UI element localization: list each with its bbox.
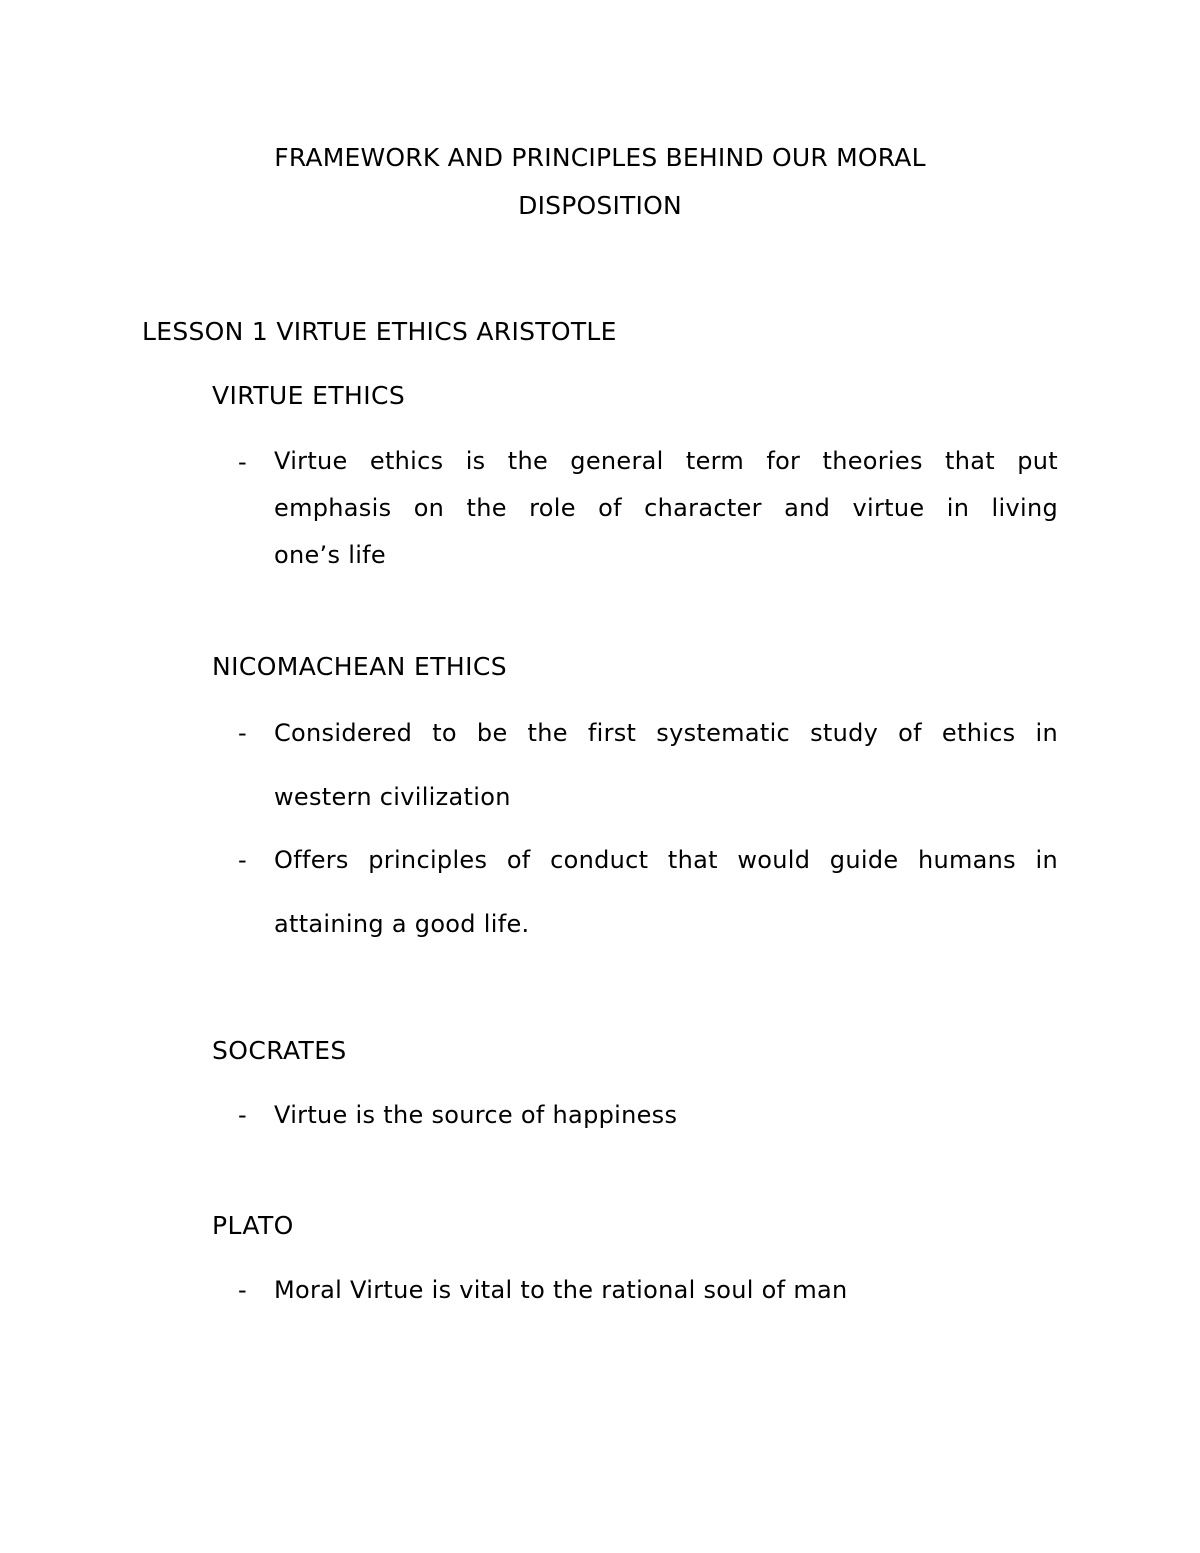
list-item-line: attaining a good life. xyxy=(274,910,530,938)
list-item-line: Offers principles of conduct that would guide humans in xyxy=(274,846,1058,874)
bullet-marker: - xyxy=(238,448,247,476)
section-heading-virtue-ethics: VIRTUE ETHICS xyxy=(212,381,406,410)
list-item-line: Virtue is the source of happiness xyxy=(274,1101,678,1129)
bullet-marker: - xyxy=(238,1101,247,1129)
bullet-marker: - xyxy=(238,1276,247,1304)
list-item-line: one’s life xyxy=(274,541,386,569)
lesson-title: LESSON 1 VIRTUE ETHICS ARISTOTLE xyxy=(142,317,617,346)
list-item-line: Moral Virtue is vital to the rational soul of man xyxy=(274,1276,848,1304)
list-item-virtue-ethics-definition xyxy=(274,438,1058,579)
section-heading-socrates: SOCRATES xyxy=(212,1036,347,1065)
list-item-line: Considered to be the first systematic study of ethics in xyxy=(274,719,1058,747)
list-item-line: Virtue ethics is the general term for theories that put xyxy=(274,447,1058,475)
list-item-principles-of-conduct xyxy=(274,828,1058,956)
document-title-line-1: FRAMEWORK AND PRINCIPLES BEHIND OUR MORAL xyxy=(274,143,926,172)
document-title xyxy=(0,134,1200,230)
list-item-line: emphasis on the role of character and virtue in living xyxy=(274,494,1058,522)
bullet-marker: - xyxy=(238,719,247,747)
section-heading-plato: PLATO xyxy=(212,1211,294,1240)
list-item-plato-moral-virtue xyxy=(274,1270,1058,1310)
list-item-first-systematic-study xyxy=(274,701,1058,829)
list-item-socrates-virtue xyxy=(274,1095,1058,1135)
document-title-line-2: DISPOSITION xyxy=(518,191,682,220)
section-heading-nicomachean-ethics: NICOMACHEAN ETHICS xyxy=(212,652,508,681)
list-item-line: western civilization xyxy=(274,783,511,811)
bullet-marker: - xyxy=(238,846,247,874)
